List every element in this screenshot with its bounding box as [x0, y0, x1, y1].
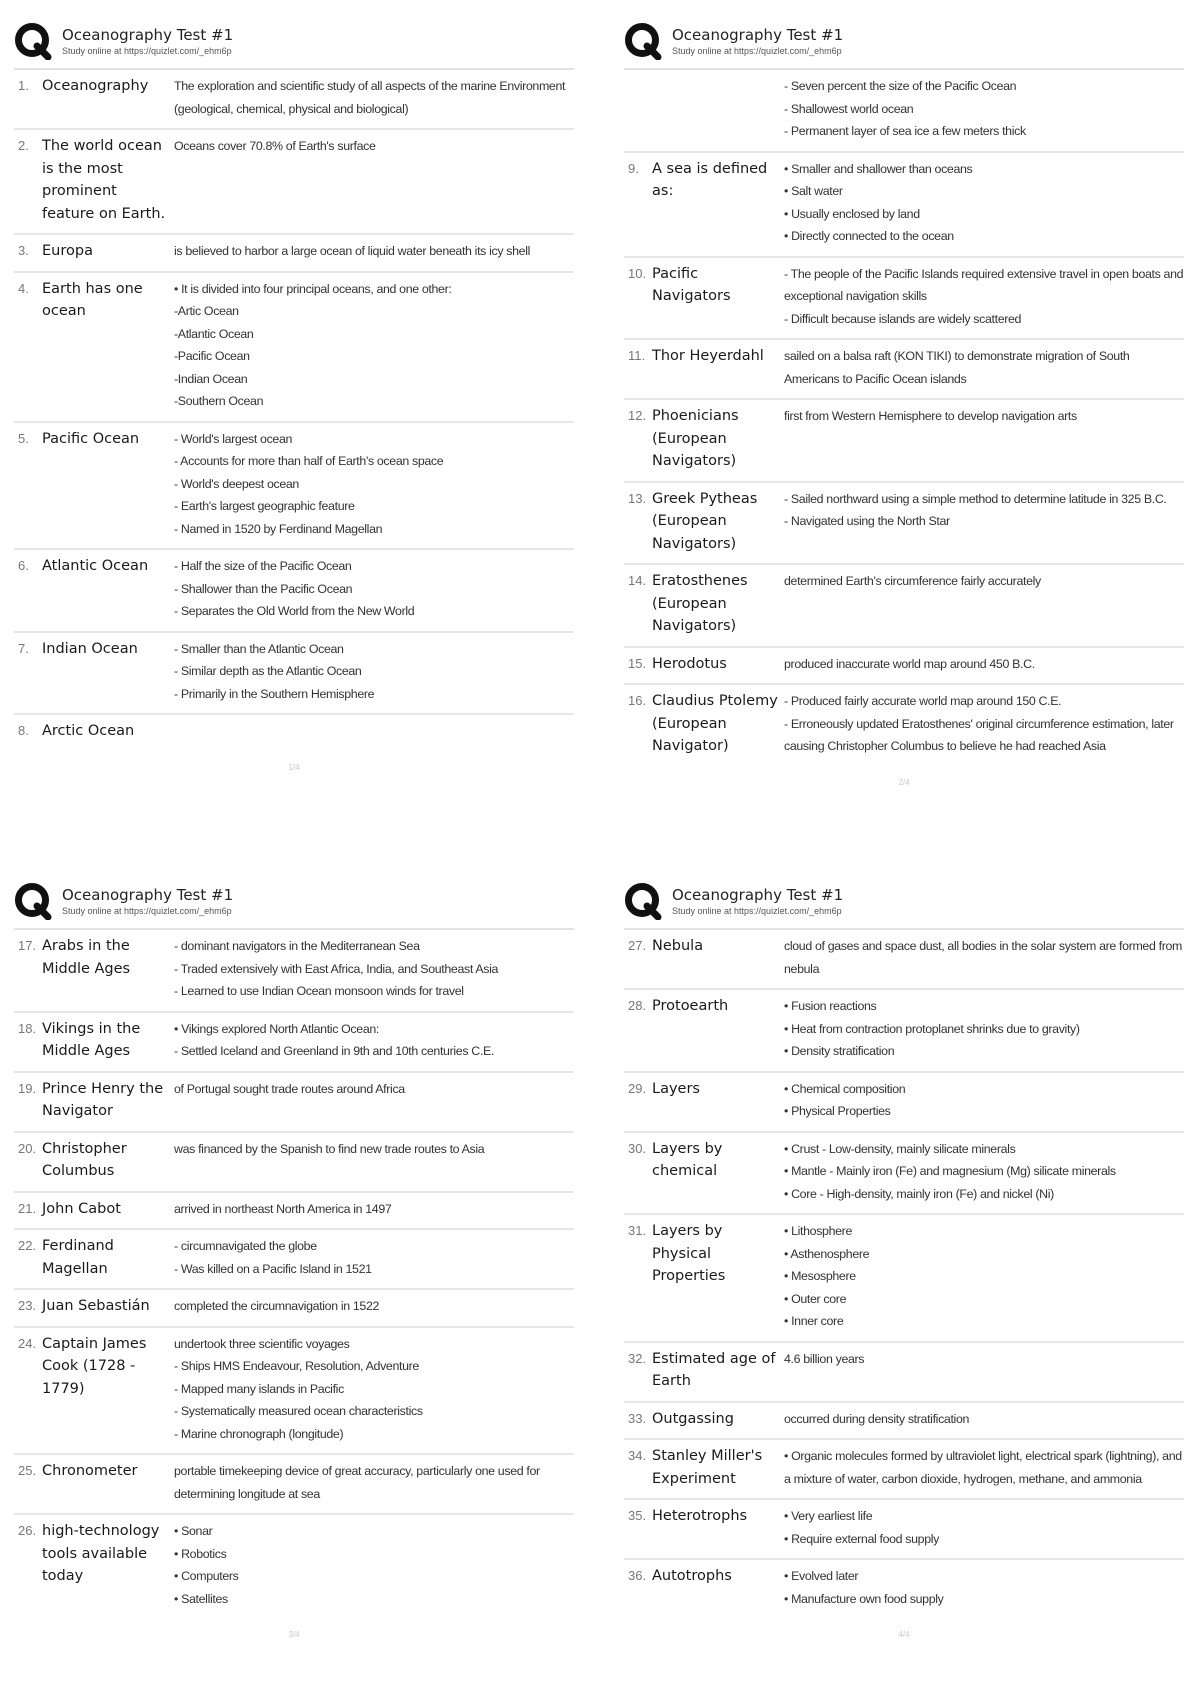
definition-line: • Core - High-density, mainly iron (Fe) and nickel (Ni) [784, 1186, 1054, 1201]
flashcard-row [624, 1073, 1184, 1133]
card-definition [174, 1198, 574, 1221]
definition-line: - Traded extensively with East Africa, India, and Southeast Asia [174, 961, 499, 976]
flashcard-row [624, 258, 1184, 341]
card-number: 9. [628, 160, 639, 176]
card-definition [174, 135, 574, 225]
definition-line: - World's largest ocean [174, 431, 293, 446]
definition-line: - Sailed northward using a simple method to determine latitude in 325 B.C. [784, 491, 1167, 506]
definition-line: cloud of gases and space dust, all bodies in the solar system are formed from nebula [784, 939, 1182, 976]
card-term: Greek Pytheas (European Navigators) [652, 490, 758, 552]
definition-line: - Accounts for more than half of Earth's ocean space [174, 454, 444, 468]
definition-line: of Portugal sought trade routes around Africa [174, 1081, 405, 1096]
definition-line: -Indian Ocean [174, 371, 248, 386]
flashcard-row [14, 1013, 574, 1073]
flashcard-row [14, 130, 574, 235]
definition-line: • Directly connected to the ocean [784, 229, 954, 243]
card-number: 33. [628, 1410, 647, 1426]
card-term: Chronometer [42, 1463, 138, 1479]
page-number: 4/4 [898, 1630, 910, 1639]
definition-line: • Computers [174, 1569, 239, 1583]
doc-subtitle: Study online at https://quizlet.com/_ehm6p [62, 905, 232, 916]
definition-line: - Navigated using the North Star [784, 514, 950, 528]
card-number: 23. [18, 1298, 37, 1313]
quizlet-logo-icon [624, 22, 662, 60]
card-definition [174, 1460, 574, 1505]
definition-line: 4.6 billion years [784, 1351, 865, 1366]
definition-line: - Marine chronograph (longitude) [174, 1426, 344, 1441]
flashcard-row [14, 273, 574, 423]
flashcard-row [624, 1500, 1184, 1560]
card-term: Atlantic Ocean [42, 558, 149, 574]
definition-line: • It is divided into four principal oceans, and one other: [174, 281, 452, 296]
card-definition [174, 428, 574, 541]
definition-line: • Usually enclosed by land [784, 206, 920, 221]
flashcard-row [14, 1230, 574, 1290]
card-definition [174, 935, 574, 1003]
card-number: 13. [628, 490, 647, 506]
card-number: 5. [18, 430, 29, 446]
card-number: 6. [18, 558, 29, 573]
flashcard-row [14, 930, 574, 1013]
card-number: 20. [18, 1140, 37, 1156]
flashcard-row [14, 423, 574, 551]
flashcard-row [624, 153, 1184, 258]
document-page-3 [14, 878, 574, 1639]
definition-line: • Very earliest life [784, 1509, 873, 1523]
flashcard-row [14, 1073, 574, 1133]
quizlet-logo-icon [624, 882, 662, 920]
page-number: 1/4 [288, 762, 300, 772]
doc-subtitle: Study online at https://quizlet.com/_ehm6p [672, 905, 842, 916]
header-text [672, 26, 843, 57]
card-number: 7. [18, 640, 29, 656]
card-definition [784, 488, 1184, 556]
card-definition [784, 995, 1184, 1063]
card-term: A sea is defined as: [652, 160, 768, 199]
definition-line: - dominant navigators in the Mediterranean Sea [174, 939, 420, 953]
flashcard-row [624, 565, 1184, 648]
card-number [624, 75, 652, 143]
card-term: The world ocean is the most prominent feature on Earth. [42, 138, 166, 222]
card-number: 36. [628, 1568, 647, 1583]
card-term: Captain James Cook (1728 - 1779) [42, 1335, 147, 1397]
card-number: 26. [18, 1523, 37, 1538]
card-definition [784, 405, 1184, 473]
definition-line: - Systematically measured ocean characteristics [174, 1404, 423, 1418]
card-definition [174, 555, 574, 623]
card-term: Juan Sebastián [42, 1298, 150, 1314]
card-term: Stanley Miller's Experiment [652, 1448, 763, 1487]
flashcard-list [14, 928, 574, 1618]
card-term: Christopher Columbus [42, 1140, 127, 1179]
card-term: Vikings in the Middle Ages [42, 1020, 141, 1059]
doc-subtitle: Study online at https://quizlet.com/_ehm6p [62, 45, 232, 56]
definition-line: is believed to harbor a large ocean of liquid water beneath its icy shell [174, 244, 531, 258]
definition-line: completed the circumnavigation in 1522 [174, 1299, 380, 1313]
definition-line: -Artic Ocean [174, 304, 239, 318]
definition-line: Oceans cover 70.8% of Earth's surface [174, 139, 376, 153]
definition-line: -Pacific Ocean [174, 349, 250, 363]
flashcard-row [624, 483, 1184, 566]
card-number: 19. [18, 1080, 37, 1096]
definition-line: - circumnavigated the globe [174, 1239, 317, 1253]
card-definition [174, 1018, 574, 1063]
definition-line: - The people of the Pacific Islands required extensive travel in open boats and exceptional navigation skills [784, 266, 1184, 303]
card-term: Layers by chemical [652, 1140, 723, 1179]
flashcard-row [624, 930, 1184, 990]
definition-line: - Shallower than the Pacific Ocean [174, 581, 353, 596]
card-definition [174, 638, 574, 706]
definition-line: • Robotics [174, 1546, 227, 1561]
definition-line: • Inner core [784, 1314, 844, 1328]
definition-line: - Was killed on a Pacific Island in 1521 [174, 1261, 372, 1276]
definition-line: • Density stratification [784, 1044, 895, 1058]
card-term: Protoearth [652, 998, 729, 1014]
definition-line: - Ships HMS Endeavour, Resolution, Adventure [174, 1359, 419, 1373]
card-term: Oceanography [42, 78, 149, 94]
card-definition [174, 1078, 574, 1123]
flashcard-row [14, 1193, 574, 1231]
definition-line: • Require external food supply [784, 1531, 940, 1546]
card-term: Estimated age of Earth [652, 1350, 776, 1389]
definition-line: - Learned to use Indian Ocean monsoon winds for travel [174, 984, 464, 998]
definition-line: • Fusion reactions [784, 999, 877, 1013]
definition-line: • Physical Properties [784, 1104, 891, 1118]
card-definition [174, 278, 574, 413]
page-header [624, 878, 1184, 924]
definition-line: determined Earth's circumference fairly accurately [784, 574, 1041, 588]
flashcard-row [14, 1328, 574, 1456]
card-number: 11. [628, 348, 646, 363]
card-definition [784, 158, 1184, 248]
card-number: 28. [628, 998, 647, 1013]
doc-subtitle: Study online at https://quizlet.com/_ehm6p [672, 45, 842, 56]
quizlet-logo-icon [14, 22, 52, 60]
definition-line: arrived in northeast North America in 1497 [174, 1201, 392, 1216]
flashcard-list [624, 928, 1184, 1618]
card-number: 18. [18, 1020, 37, 1036]
definition-line: • Vikings explored North Atlantic Ocean: [174, 1021, 379, 1036]
definition-line: occurred during density stratification [784, 1411, 970, 1426]
definition-line: • Smaller and shallower than oceans [784, 161, 973, 176]
flashcard-row [624, 1343, 1184, 1403]
flashcard-row [14, 1515, 574, 1618]
definition-line: • Crust - Low-density, mainly silicate minerals [784, 1141, 1016, 1156]
card-term: Phoenicians (European Navigators) [652, 408, 739, 469]
definition-line: - World's deepest ocean [174, 476, 299, 491]
card-term: Earth has one ocean [42, 280, 143, 319]
card-definition [784, 653, 1184, 676]
card-number: 25. [18, 1463, 37, 1478]
card-definition [784, 1445, 1184, 1490]
card-definition [784, 1348, 1184, 1393]
card-definition [174, 1295, 574, 1318]
flashcard-list [624, 68, 1184, 766]
card-definition [174, 240, 574, 263]
header-text [62, 886, 233, 917]
header-text [62, 26, 233, 57]
doc-title: Oceanography Test #1 [672, 25, 844, 44]
definition-line: was financed by the Spanish to find new trade routes to Asia [174, 1141, 485, 1156]
page-number: 3/4 [288, 1630, 300, 1639]
flashcard-row [624, 1133, 1184, 1216]
flashcard-row [624, 70, 1184, 153]
flashcard-row [624, 340, 1184, 400]
flashcard-row [624, 1403, 1184, 1441]
definition-line: portable timekeeping device of great accuracy, particularly one used for determining longitude at sea [174, 1464, 540, 1501]
card-number: 4. [18, 280, 29, 296]
definition-line: - Primarily in the Southern Hemisphere [174, 686, 375, 701]
flashcard-row [14, 235, 574, 273]
definition-line: - Earth's largest geographic feature [174, 499, 355, 513]
definition-line: • Salt water [784, 184, 843, 198]
page-number: 2/4 [898, 777, 910, 787]
card-number: 16. [628, 693, 647, 708]
card-term: Arctic Ocean [42, 723, 135, 739]
definition-line: - Permanent layer of sea ice a few meters thick [784, 124, 1026, 138]
definition-line: - Shallowest world ocean [784, 101, 914, 116]
card-definition [784, 1078, 1184, 1123]
definition-line: - Half the size of the Pacific Ocean [174, 559, 352, 573]
definition-line: - Produced fairly accurate world map around 150 C.E. [784, 694, 1062, 708]
definition-line: • Asthenosphere [784, 1246, 870, 1261]
card-term: Indian Ocean [42, 640, 138, 657]
card-number: 32. [628, 1350, 647, 1366]
flashcard-row [624, 400, 1184, 483]
card-definition [174, 1333, 574, 1446]
definition-line: sailed on a balsa raft (KON TIKI) to demonstrate migration of South Americans to Pacific Ocean islands [784, 349, 1130, 386]
card-number: 10. [628, 265, 647, 281]
card-definition [784, 570, 1184, 638]
document-page-2 [624, 18, 1184, 787]
definition-line: - Erroneously updated Eratosthenes' original circumference estimation, later causing Christopher Columbus to believe he had reached Asia [784, 716, 1174, 753]
card-number: 8. [18, 723, 29, 738]
definition-line: • Sonar [174, 1524, 213, 1538]
card-number: 31. [628, 1223, 647, 1238]
flashcard-row [624, 1215, 1184, 1343]
definition-line: - Difficult because islands are widely scattered [784, 311, 1022, 326]
card-term: Europa [42, 243, 93, 259]
quizlet-logo-icon [14, 882, 52, 920]
definition-line: • Satellites [174, 1591, 228, 1606]
card-number: 24. [18, 1335, 37, 1351]
definition-line: • Organic molecules formed by ultraviolet light, electrical spark (lightning), and a mixture of water, carbon dioxide, hydrogen, methane, and ammonia [784, 1449, 1182, 1486]
doc-title: Oceanography Test #1 [62, 25, 234, 44]
card-term: Prince Henry the Navigator [42, 1080, 164, 1119]
definition-line: • Mantle - Mainly iron (Fe) and magnesium (Mg) silicate minerals [784, 1164, 1116, 1178]
page-header [14, 18, 574, 64]
card-number: 14. [628, 573, 647, 588]
definition-line: - Seven percent the size of the Pacific Ocean [784, 79, 1017, 93]
card-term: Pacific Navigators [652, 265, 731, 304]
document-page-1 [14, 18, 574, 772]
card-definition [174, 1235, 574, 1280]
card-number: 30. [628, 1140, 647, 1156]
card-number: 27. [628, 938, 647, 953]
definition-line: • Evolved later [784, 1569, 859, 1583]
card-definition [784, 1505, 1184, 1550]
card-definition [784, 345, 1184, 390]
definition-line: -Atlantic Ocean [174, 326, 254, 341]
card-number: 3. [18, 243, 29, 258]
card-term: Arabs in the Middle Ages [42, 938, 131, 977]
card-term [652, 75, 784, 143]
card-term: Outgassing [652, 1410, 734, 1427]
page-header [14, 878, 574, 924]
definition-line: - Settled Iceland and Greenland in 9th and 10th centuries C.E. [174, 1044, 494, 1058]
card-term: Ferdinand Magellan [42, 1238, 114, 1277]
flashcard-list [14, 68, 574, 751]
definition-line: • Manufacture own food supply [784, 1591, 944, 1606]
card-term: Eratosthenes (European Navigators) [652, 573, 748, 634]
flashcard-row [14, 633, 574, 716]
card-term: John Cabot [42, 1200, 121, 1217]
flashcard-row [624, 685, 1184, 766]
definition-line: first from Western Hemisphere to develop navigation arts [784, 409, 1077, 423]
definition-line: produced inaccurate world map around 450 B.C. [784, 656, 1035, 671]
document-page-4 [624, 878, 1184, 1639]
card-number: 2. [18, 138, 29, 153]
card-term: Pacific Ocean [42, 430, 140, 447]
card-number: 12. [628, 408, 647, 423]
card-definition [784, 690, 1184, 758]
definition-line: - Mapped many islands in Pacific [174, 1381, 344, 1396]
definition-line: -Southern Ocean [174, 394, 264, 408]
doc-title: Oceanography Test #1 [62, 885, 234, 904]
definition-line: • Outer core [784, 1291, 847, 1306]
card-number: 17. [18, 938, 37, 953]
definition-line: - Smaller than the Atlantic Ocean [174, 641, 344, 656]
flashcard-row [14, 1290, 574, 1328]
flashcard-row [624, 1440, 1184, 1500]
flashcard-row [14, 550, 574, 633]
definition-line: • Mesosphere [784, 1269, 856, 1283]
flashcard-row [624, 648, 1184, 686]
card-term: Layers [652, 1080, 700, 1097]
card-definition [784, 75, 1184, 143]
card-definition [784, 935, 1184, 980]
definition-line: undertook three scientific voyages [174, 1336, 350, 1351]
card-term: Nebula [652, 938, 704, 954]
card-definition [174, 75, 574, 120]
card-definition [174, 1520, 574, 1610]
definition-line: The exploration and scientific study of all aspects of the marine Environment (geological, chemical, physical and biological) [174, 79, 566, 116]
card-term: Layers by Physical Properties [652, 1223, 726, 1284]
card-term: Herodotus [652, 655, 727, 672]
flashcard-row [14, 1455, 574, 1515]
header-text [672, 886, 843, 917]
definition-line: • Chemical composition [784, 1081, 906, 1096]
card-definition [784, 1565, 1184, 1610]
flashcard-row [624, 990, 1184, 1073]
flashcard-row [624, 1560, 1184, 1618]
card-definition [784, 1408, 1184, 1431]
page-header [624, 18, 1184, 64]
flashcard-row [14, 70, 574, 130]
definition-line: - Named in 1520 by Ferdinand Magellan [174, 521, 383, 536]
card-number: 1. [18, 78, 29, 93]
card-number: 29. [628, 1080, 647, 1096]
definition-line: - Separates the Old World from the New World [174, 604, 415, 618]
card-number: 35. [628, 1508, 647, 1523]
definition-line: • Heat from contraction protoplanet shrinks due to gravity) [784, 1021, 1080, 1036]
card-number: 34. [628, 1448, 647, 1463]
flashcard-row [14, 715, 574, 751]
card-number: 15. [628, 655, 647, 671]
card-term: high-technology tools available today [42, 1523, 160, 1584]
flashcard-row [14, 1133, 574, 1193]
card-number: 22. [18, 1238, 37, 1253]
card-term: Autotrophs [652, 1568, 732, 1584]
card-definition [174, 1138, 574, 1183]
card-number: 21. [18, 1200, 37, 1216]
card-term: Claudius Ptolemy (European Navigator) [652, 693, 778, 754]
card-term: Heterotrophs [652, 1508, 748, 1524]
card-definition [174, 720, 574, 743]
definition-line: - Similar depth as the Atlantic Ocean [174, 664, 362, 678]
card-definition [784, 1138, 1184, 1206]
definition-line: • Lithosphere [784, 1224, 852, 1238]
card-definition [784, 1220, 1184, 1333]
card-term: Thor Heyerdahl [652, 348, 764, 364]
doc-title: Oceanography Test #1 [672, 885, 844, 904]
card-definition [784, 263, 1184, 331]
